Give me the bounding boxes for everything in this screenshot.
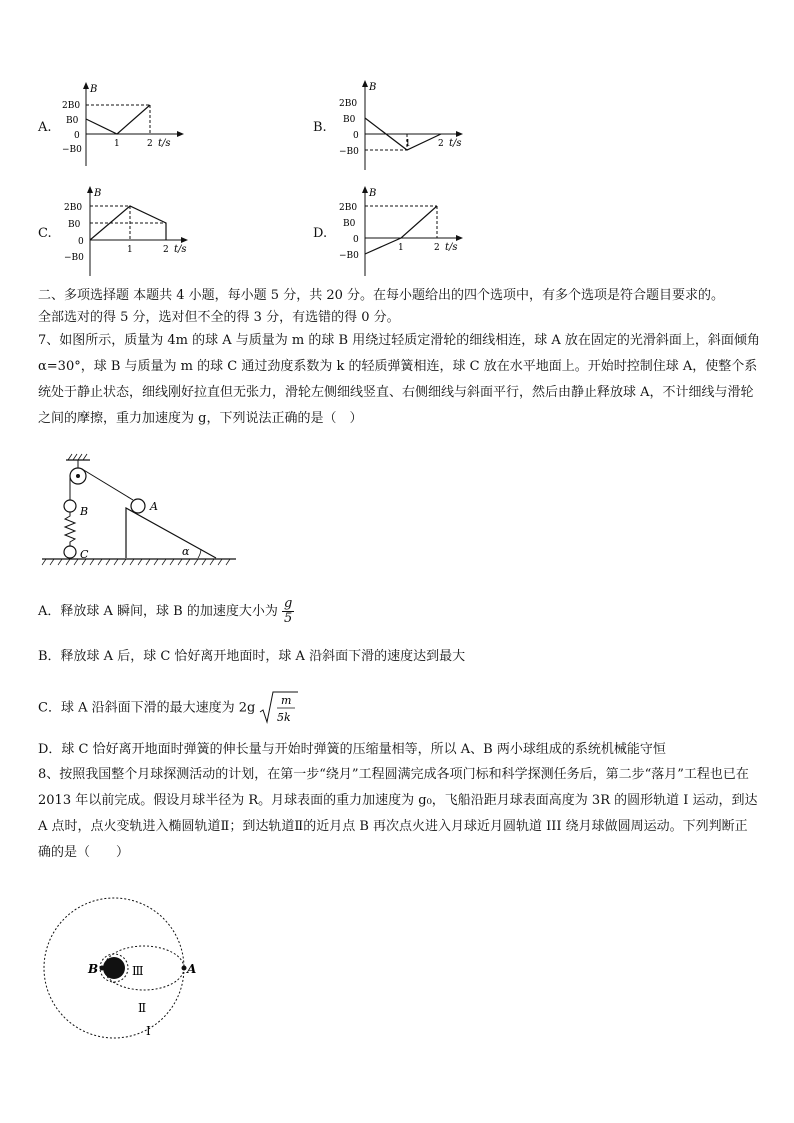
graph-b-tick: 2 <box>438 139 444 149</box>
option-c-label: C. <box>38 226 52 241</box>
graph-c-tick: 2 <box>163 245 169 255</box>
graph-d-tick: 2B0 <box>339 203 358 213</box>
q7-fig-label-b: B <box>80 505 89 518</box>
graph-d-tick: B0 <box>343 219 356 229</box>
q7-figure <box>38 452 248 572</box>
q7-option-c-text: C．球 A 沿斜面下滑的最大速度为 2g <box>38 700 256 716</box>
q7-option-b: B．释放球 A 后，球 C 恰好离开地面时，球 A 沿斜面下滑的速度达到最大 <box>38 649 466 664</box>
graph-d <box>335 184 485 280</box>
graph-b <box>335 78 485 174</box>
graph-d-tick: 0 <box>353 235 359 245</box>
graph-b-tick: 2B0 <box>339 99 358 109</box>
sqrt-den: 5k <box>277 711 292 724</box>
graph-a-tick: B0 <box>66 116 79 126</box>
graph-d-tick: −B0 <box>339 251 359 261</box>
q8-fig-label-iii: Ⅲ <box>132 964 144 978</box>
graph-b-tick: −B0 <box>339 147 359 157</box>
q7-option-c <box>38 690 299 726</box>
q8-orbit-figure <box>40 880 200 1040</box>
section-header-line1: 二、多项选择题 本题共 4 小题，每小题 5 分，共 20 分。在每小题给出的四个选项中，有多个选项是符合题目要求的。 <box>38 288 725 303</box>
graph-d-tick: 2 <box>434 243 440 253</box>
option-d-label: D. <box>313 226 328 241</box>
graph-b-tick: B0 <box>343 115 356 125</box>
q7-option-a <box>38 597 294 626</box>
graph-d-axis-x: t/s <box>445 242 458 253</box>
fraction-den: 5 <box>284 611 293 626</box>
graph-c-tick: 0 <box>78 237 84 247</box>
graph-a <box>60 80 210 170</box>
graph-a-tick: 1 <box>114 139 120 149</box>
graph-b-axis-x: t/s <box>449 138 462 149</box>
graph-d-tick: 1 <box>398 243 404 253</box>
option-b-label: B. <box>313 120 327 135</box>
q7-fig-label-c: C <box>80 548 89 561</box>
graph-b-tick: 1 <box>405 139 411 149</box>
q7-option-d: D．球 C 恰好离开地面时弹簧的伸长量与开始时弹簧的压缩量相等，所以 A、B 两小球组成的系统机械能守恒 <box>38 742 666 757</box>
q7-stem: 7、如图所示，质量为 4m 的球 A 与质量为 m 的球 B 用绕过轻质定滑轮的细线相连，球 A 放在固定的光滑斜面上，斜面倾角 α=30°，球 B 与质量为 m 的球 C 通过劲度系数为 k 的轻质弹簧相连，球 C 放在水平地面上。开始时控制住球 A，使整个系统处于静止状态，细线刚好拉直但无张力，滑轮左侧细线竖直、右侧细线与斜面平行，然后由静止释放球 A，不计细线与滑轮之间的摩擦，重力加速度为 g，下列说法正确的是（ ） <box>38 333 760 426</box>
graph-b-tick: 0 <box>353 131 359 141</box>
fraction <box>282 597 294 626</box>
q8-fig-label-i: I <box>146 1024 151 1038</box>
fraction-num: g <box>284 596 293 611</box>
q7-fig-label-alpha: α <box>182 545 190 558</box>
graph-a-axis-y: B <box>90 84 98 95</box>
graph-d-axis-y: B <box>369 188 377 199</box>
graph-c-tick: 1 <box>127 245 133 255</box>
q8-fig-label-ii: Ⅱ <box>138 1001 147 1015</box>
graph-c-tick: B0 <box>68 220 81 230</box>
graph-a-tick: −B0 <box>62 145 82 155</box>
graph-a-tick: 2 <box>147 139 153 149</box>
q7-fig-label-a: A <box>150 500 158 513</box>
q8-fig-label-a: A <box>187 962 197 976</box>
graph-c-axis-y: B <box>94 188 102 199</box>
graph-a-tick: 2B0 <box>62 101 81 111</box>
graph-b-axis-y: B <box>369 82 377 93</box>
graph-c-tick: −B0 <box>64 253 84 263</box>
sqrt-num: m <box>281 694 292 707</box>
graph-c <box>60 184 210 280</box>
sqrt-icon <box>259 690 299 726</box>
option-a-label: A. <box>38 120 52 135</box>
graph-c-tick: 2B0 <box>64 203 83 213</box>
graph-c-axis-x: t/s <box>174 244 187 255</box>
sqrt-sign <box>259 690 299 726</box>
q8-fig-label-b: B <box>88 962 99 976</box>
q7-option-a-text: A．释放球 A 瞬间，球 B 的加速度大小为 <box>38 604 278 619</box>
section-header-line2: 全部选对的得 5 分，选对但不全的得 3 分，有选错的得 0 分。 <box>38 310 400 325</box>
graph-a-axis-x: t/s <box>158 138 171 149</box>
q8-stem: 8、按照我国整个月球探测活动的计划，在第一步“绕月”工程圆满完成各项门标和科学探测任务后，第二步“落月”工程也已在 2013 年以前完成。假设月球半径为 R。月球表面的重力加速度为 g₀，飞船沿距月球表面高度为 3R 的圆形轨道 I 运动，到达 A 点时，点火变轨进入椭圆轨道Ⅱ；到达轨道Ⅱ的近月点 B 再次点火进入月球近月圆轨道 III 绕月球做圆周运动。下列判断正确的是（ ） <box>38 767 758 860</box>
graph-a-tick: 0 <box>74 131 80 141</box>
